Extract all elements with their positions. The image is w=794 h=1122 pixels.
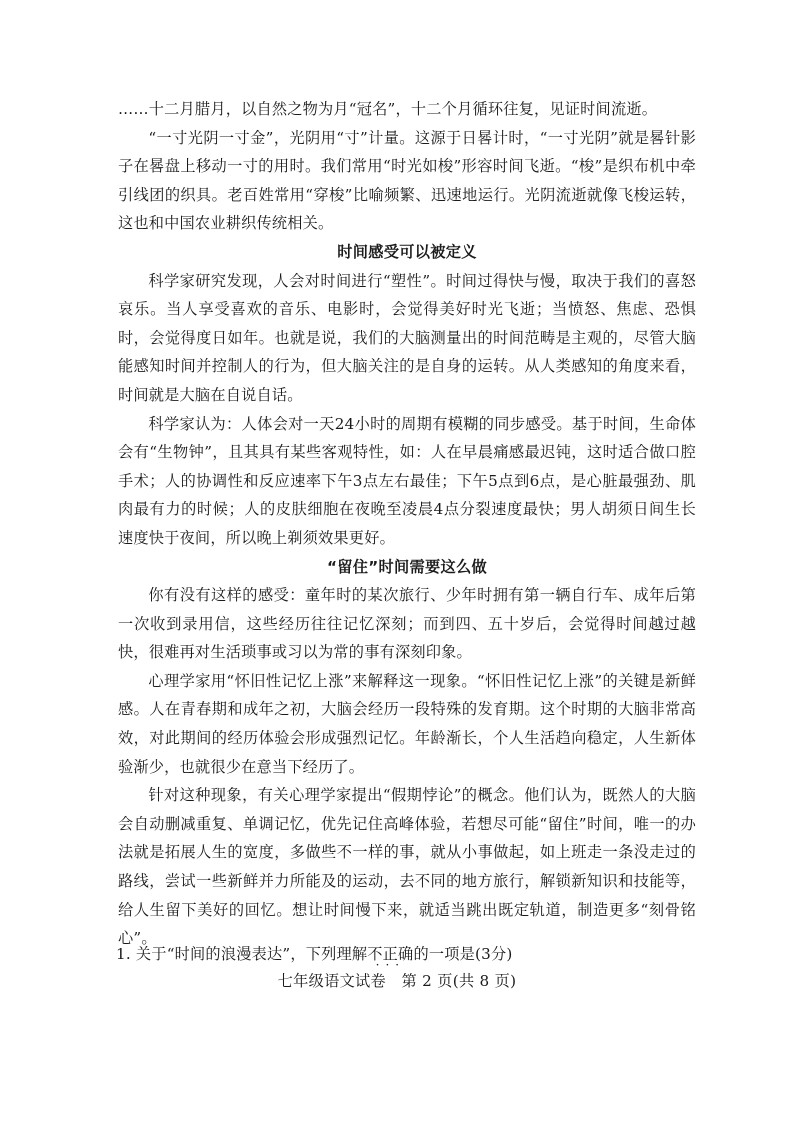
question-1-text-before: 1. 关于“时间的浪漫表达”，下列理解 bbox=[116, 945, 368, 963]
section-heading-time-perception: 时间感受可以被定义 bbox=[337, 242, 477, 261]
section-heading-keep-time: “留住”时间需要这么做 bbox=[327, 557, 487, 576]
page-footer: 七年级语文试卷 第 2 页(共 8 页) bbox=[277, 972, 517, 990]
section2-paragraph-2: 科学家认为：人体会对一天24小时的周期有模糊的同步感受。基于时间，生命体会有“生物钟”，且其具有某些客观特性，如：人在早晨痛感最迟钝，这时适合做口腔手术；人的协调性和反应速率下午3点左右最佳；下午5点到6点，是心脏最强劲、肌肉最有力的时候；人的皮肤细胞在夜晚至凌晨4点分裂速度最快；男人胡须日间生长速度快于夜间，所以晚上剃须效果更好。 bbox=[118, 414, 696, 547]
section3-paragraph-3: 针对这种现象，有关心理学家提出“假期悖论”的概念。他们认为，既然人的大脑会自动删减重复、单调记忆，优先记住高峰体验，若想尽可能“留住”时间，唯一的办法就是拓展人生的宽度，多做些不一样的事，就从小事做起，如上班走一条没走过的路线，尝试一些新鲜并力所能及的运动，去不同的地方旅行，解锁新知识和技能等，给人生留下美好的回忆。想让时间慢下来，就适当跳出既定轨道，制造更多“刻骨铭心”。 bbox=[118, 786, 696, 948]
question-1 bbox=[116, 941, 716, 967]
question-1-text-after: 的一项是(3分) bbox=[413, 945, 513, 963]
question-1-emphasis: 不正确 ··· bbox=[367, 945, 413, 963]
intro-paragraph-2: “一寸光阴一寸金”，光阴用“寸”计量。这源于日晷计时，“一寸光阴”就是晷针影子在晷盘上移动一寸的用时。我们常用“时光如梭”形容时间飞逝。“梭”是织布机中牵引线团的织具。老百姓常用“穿梭”比喻频繁、迅速地运行。光阴流逝就像飞梭运转，这也和中国农业耕织传统相关。 bbox=[118, 128, 696, 233]
section3-paragraph-1: 你有没有这样的感受：童年时的某次旅行、少年时拥有第一辆自行车、成年后第一次收到录用信，这些经历往往记忆深刻；而到四、五十岁后，会觉得时间越过越快，很难再对生活琐事或习以为常的事有深刻印象。 bbox=[118, 586, 696, 662]
section3-paragraph-2: 心理学家用“怀旧性记忆上涨”来解释这一现象。“怀旧性记忆上涨”的关键是新鲜感。人在青春期和成年之初，大脑会经历一段特殊的发育期。这个时期的大脑非常高效，对此期间的经历体验会形成强烈记忆。年龄渐长，个人生活趋向稳定，人生新体验渐少，也就很少在意当下经历了。 bbox=[118, 671, 696, 776]
article-body bbox=[118, 95, 696, 953]
intro-paragraph-1: ……十二月腊月，以自然之物为月“冠名”，十二个月循环往复，见证时间流逝。 bbox=[118, 100, 658, 118]
section2-paragraph-1: 科学家研究发现，人会对时间进行“塑性”。时间过得快与慢，取决于我们的喜怒哀乐。当人享受喜欢的音乐、电影时，会觉得美好时光飞逝；当愤怒、焦虑、恐惧时，会觉得度日如年。也就是说，我们的大脑测量出的时间范畴是主观的，尽管大脑能感知时间并控制人的行为，但大脑关注的是自身的运转。从人类感知的角度来看，时间就是大脑在自说自话。 bbox=[118, 271, 696, 404]
